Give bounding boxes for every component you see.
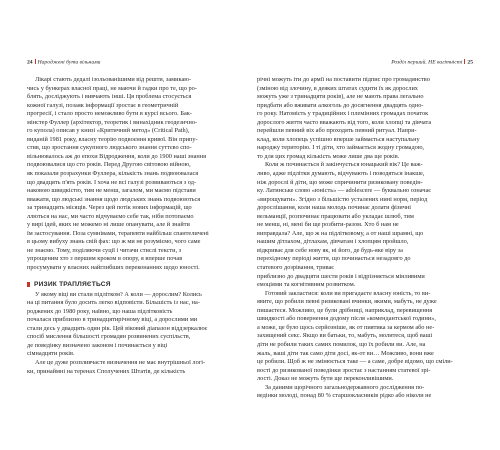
text-line: за тринадцять місяців. Через цей потік нових інформацій, що [27, 204, 192, 212]
paragraph [257, 290, 473, 384]
text-line: виправдала? Але, що ж на підлітковому, а от наші шрамні, що [257, 229, 424, 237]
text-line: спосіб мислення більшості громадян розвинених суспільств, [27, 333, 191, 341]
text-line: лості. Доказ не можуть бути ще переконливішими. [257, 375, 394, 383]
text-line: виданій 1981 року, власну теорію подвоєння кривої. Він припу- [27, 135, 198, 143]
text-line: ллються на нас, ми часто відчуваємо себе так, ніби потопаємо [27, 212, 194, 220]
text-line: народжу територію. І ті діти, хто займається жодну громадою, [257, 144, 425, 152]
text-line: перехідному періоді життя, що починається незадовго до [257, 255, 411, 263]
text-line: (зміною від злочину, в деяких штатах судити їх як дорослих [257, 84, 418, 92]
right-page [250, 0, 500, 450]
text-line: подвоювалися що сто років. Перед Другою світовою війною, [27, 161, 191, 169]
text-line: діти не робили таких самих помилок, що їх робили ви. Але, на [257, 340, 426, 348]
text-line: почалася приблизно в тринадцятирічному віці, а дорослими ми [27, 316, 198, 324]
text-line: упрощеним хто з першим кроком в опору, я вперше почав [27, 255, 183, 263]
text-line: Лікарі стають дедалі ізольованішими від решти, замикаю- [35, 76, 192, 83]
header-separator [35, 59, 36, 64]
text-line: блять, досліджують і вивчають інші. Ця проблема стосується [27, 93, 192, 101]
text-line: нашим дітлахом, дітлахам, дівчатам і хлопцям пройшло, [257, 238, 409, 246]
text-line: швидкості або повернення додому після «комендантської години», [257, 315, 437, 323]
text-line: просумувати у власних найглибших переконаннях щодо юності. [27, 264, 200, 272]
text-line: дорослішання, коли наша молодь починає долати фізичні [257, 204, 412, 212]
paragraph [27, 291, 244, 359]
text-line: чись у бункерах власної праці, не маючи й гадки про те, що ро- [27, 84, 197, 92]
text-line: наковою швидкістю, тим не менш, загалом, ми маємо підстави [27, 187, 196, 195]
text-line: як показали розрахунки Фуллера, кількість знань подвоювалася [27, 170, 199, 178]
text-line: захищений секс. Якщо ви батьки, то, мабуть, молитеся, щоб ваші [257, 332, 433, 340]
text-line: вільнювалось аж до епохи Відродження, коли до 1900 наші знання [27, 152, 207, 160]
text-line: не знаємо. Тому, поділяючи суції і читачи стислі тексти, з [27, 246, 182, 254]
left-page-header [27, 59, 244, 67]
text-line: річні можуть іти до армії на поставити підпис про громадянство [257, 76, 430, 83]
text-line: це робили. Щоб ж не змінюється таке — а саме, добре відомо, що сміли- [257, 358, 453, 366]
page-number: 25 [467, 59, 473, 66]
paragraph [257, 76, 473, 161]
text-line: стали десь у двадцять один рік. Цей віковий діапазон віддзеркалює [27, 324, 208, 332]
paragraph [27, 359, 244, 376]
text-line: де поведінку визначено законом і починається у віці [27, 341, 168, 349]
text-line: Але це дуже розпливчасте визначення не має внутрішньої логі- [35, 358, 206, 366]
text-line: сімнадцяти років. [27, 350, 75, 358]
book-title: Народжені бути вільними [37, 59, 101, 66]
text-line: у вирі ідей, яких не можемо ні лише опанувати, але й знайти [27, 221, 190, 229]
text-line: У якому віці ви стали підлітком? А коли — дорослим? Колись [35, 290, 202, 298]
paragraph [27, 76, 244, 273]
text-line: стив, що зростання сукупного людського знання суттєво спо- [27, 144, 192, 152]
text-line: їм застосування. Поза сумнівами, терапевти найбільш спантеличені [27, 229, 209, 237]
text-line: жаль, ваші діти так само діти досі, як-от ви… Можливо, вони вже [257, 349, 434, 357]
text-line: а може, це було щось серйозніше, як от пиятика за кермом або не- [257, 323, 435, 331]
text-line: можуть уже з тринадцяти років), але не мають права легально [257, 93, 424, 101]
text-line: клад, коли хлопець успішно вперше займається наступальну [257, 135, 420, 143]
text-line: вості до ризикованої поведінки зростає з настанням статевої зрі- [257, 366, 431, 374]
section-heading: РИЗИК ТРАПЛЯЄТЬСЯ [27, 280, 244, 290]
text-line: роджених до 1980 року, наївно, що наша підлітковість [27, 307, 173, 315]
page-number: 24 [27, 59, 33, 66]
text-line: відкриває для себе нову як, ні його, де будь-яке віру за [257, 246, 403, 254]
text-line: статевого дозрівання, триває [257, 264, 334, 272]
text-line: не менш, ні, мені би ще розбити-разом. Хто б нам не [257, 221, 399, 229]
text-line: ведінки молоді, понад 80 % старшокласників рідко або ніколи не [257, 392, 432, 400]
text-line: в цьому вибуху знань свій фах: що ж ми не розуміємо, чого саме [27, 238, 201, 246]
text-line: ніж дорослі й діти, що може спричинити ризиковану поведін- [257, 178, 423, 186]
text-line: Коли ж починається й закінчується юнацький вік? Це важ- [265, 161, 423, 169]
text-line: емоціями та когнітивним розвитком. [257, 281, 356, 289]
text-line: вважати, що людські знання щодо людських знань подвоюються [27, 195, 201, 203]
chapter-title: Розділ перший. НЕ вагітністі [391, 59, 463, 66]
heading-marker [27, 282, 30, 287]
text-line: перейшли певний віх або проходять певний ритуал. Напри- [257, 127, 417, 135]
text-line: приблизно до двадцяти шести років і відрізняється мінливими [257, 272, 425, 280]
paragraph [257, 384, 473, 401]
paragraph [257, 161, 473, 289]
text-line: явите, що робили певні ризиковані вчинки, якими, мабуть, не дуже [257, 298, 437, 306]
text-line: пишаєтеся. Можливо, це були дрібниці, наприклад, перевищення [257, 306, 433, 314]
text-line: го купола) описав у книзі «Критичний метод» (Critical Path), [27, 127, 190, 135]
text-line: на ці питання було досить легко відповісти. Більшість із нас, на- [27, 299, 200, 307]
text-line: що двадцять п'ять років. І хоча не всі галузі розвиваються з од- [27, 178, 197, 186]
text-line: «вирощувати». Згідно з більшістю усталених нині норм, період [257, 195, 428, 203]
text-line: придбати або вживати алкоголь до досягнення двадцять одно- [257, 101, 424, 109]
text-line: мінстер Фуллер (архітектор, теоретик і винахідник геодезично- [27, 118, 198, 126]
text-line: дорослого життя часто вважають від того, коли хлопці та дівчата [257, 118, 432, 126]
text-line: ки, принаймні на теренах Сполучених Штатів, де кількість [27, 367, 186, 375]
header-separator [464, 59, 465, 64]
text-line: прогресії, і стало просто неможливо бути в курсі всього. Бак- [27, 110, 192, 118]
text-line: За даними щорічного загальнодержавного дослідження по- [265, 383, 425, 391]
text-line: то для цих громад кількість може лише два ще років. [257, 152, 400, 160]
text-line: ку. Латинське слово «юність» — adolescere — буквально означає [257, 187, 431, 195]
right-page-header [257, 59, 473, 67]
text-line: ливо, адже підлітки думають, відчувають і поводяться інакше, [257, 170, 425, 178]
text-line: Готовий закластися: коли ви пригадаєте власну юність, то ви- [265, 289, 431, 297]
text-line: го року. Натомість у традиційних і племінних громадах початок [257, 110, 429, 118]
text-line: вельманції, розпочинає працювати або укладає шлюб, тим [257, 212, 414, 220]
text-line: кожної галузі, позаяк інформації зростає в геометричній [27, 101, 179, 109]
